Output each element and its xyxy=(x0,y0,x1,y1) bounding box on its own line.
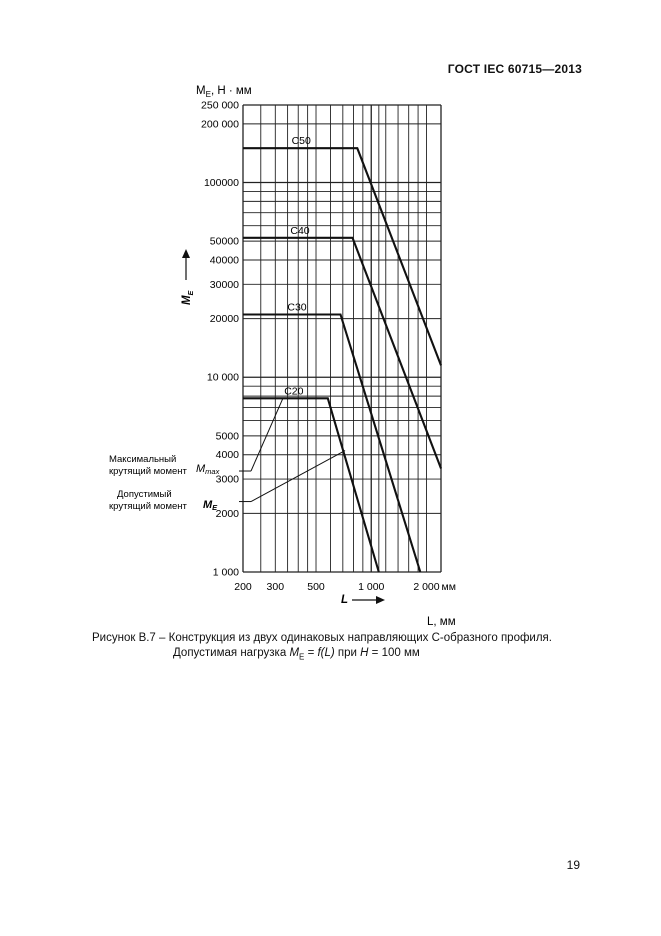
series-lines xyxy=(243,135,441,572)
svg-text:Допустимый: Допустимый xyxy=(117,489,172,500)
x-axis-unit-label: L, мм xyxy=(427,616,456,628)
y-tick-label: 1 000 xyxy=(212,566,239,579)
series-line-c30 xyxy=(243,315,420,573)
series-label-c30: C30 xyxy=(287,301,307,314)
y-axis-side-label xyxy=(181,249,195,305)
x-axis-symbol xyxy=(341,594,385,606)
y-tick-label: 200 000 xyxy=(201,118,239,131)
y-tick-label: 20000 xyxy=(209,313,239,326)
series-line-c50 xyxy=(243,148,441,365)
y-tick-label: 40000 xyxy=(209,254,239,267)
caption-line-2: Допустимая нагрузка $M_E = f(L)$ при H = 100 мм xyxy=(173,647,420,662)
x-tick-label: 2 000 xyxy=(413,581,440,593)
annotation-permissible-torque xyxy=(109,489,218,512)
series-label-c20: C20 xyxy=(284,385,304,398)
annotation-leaders xyxy=(239,398,345,501)
series-label-c40: C40 xyxy=(290,224,310,237)
x-tick-label: 500 xyxy=(307,581,325,593)
x-tick-unit: мм xyxy=(441,581,456,593)
y-grid xyxy=(243,105,441,572)
x-tick-label: 200 xyxy=(234,581,252,593)
x-tick-label: 1 000 xyxy=(358,581,385,593)
y-tick-label: 250 000 xyxy=(201,99,239,112)
y-tick-label: 5000 xyxy=(215,430,239,443)
annotation-max-torque xyxy=(109,454,220,477)
svg-text:крутящий момент: крутящий момент xyxy=(109,466,187,477)
series-label-c50: C50 xyxy=(291,135,311,148)
y-tick-label: 4000 xyxy=(215,449,239,462)
svg-text:Mmax: Mmax xyxy=(196,463,220,476)
svg-text:L: L xyxy=(341,594,349,606)
series-line-c20 xyxy=(243,398,379,572)
svg-text:Максимальный: Максимальный xyxy=(109,454,177,465)
svg-text:ME: ME xyxy=(203,499,218,512)
figure-caption xyxy=(92,631,612,664)
caption-line-1: Рисунок В.7 – Конструкция из двух одинаковых направляющих С-образного профиля. xyxy=(92,632,552,644)
x-tick-label: 300 xyxy=(266,581,285,593)
svg-text:крутящий момент: крутящий момент xyxy=(109,501,187,512)
y-tick-label: 10 000 xyxy=(206,371,239,384)
y-tick-label: 3000 xyxy=(215,473,239,486)
y-tick-label: 100000 xyxy=(203,176,239,189)
mmax-leader xyxy=(251,398,283,471)
y-tick-label: 30000 xyxy=(209,278,239,291)
document-header: ГОСТ IEC 60715—2013 xyxy=(447,62,582,76)
y-tick-label: 50000 xyxy=(209,235,239,248)
page-number: 19 xyxy=(566,858,580,872)
y-tick-label: 2000 xyxy=(215,507,239,520)
y-axis-top-label: $M_E$, Н · мм xyxy=(196,85,252,99)
svg-text:ME: $M_E$ xyxy=(181,290,195,305)
x-grid xyxy=(243,105,441,572)
series-line-c40 xyxy=(243,238,441,469)
